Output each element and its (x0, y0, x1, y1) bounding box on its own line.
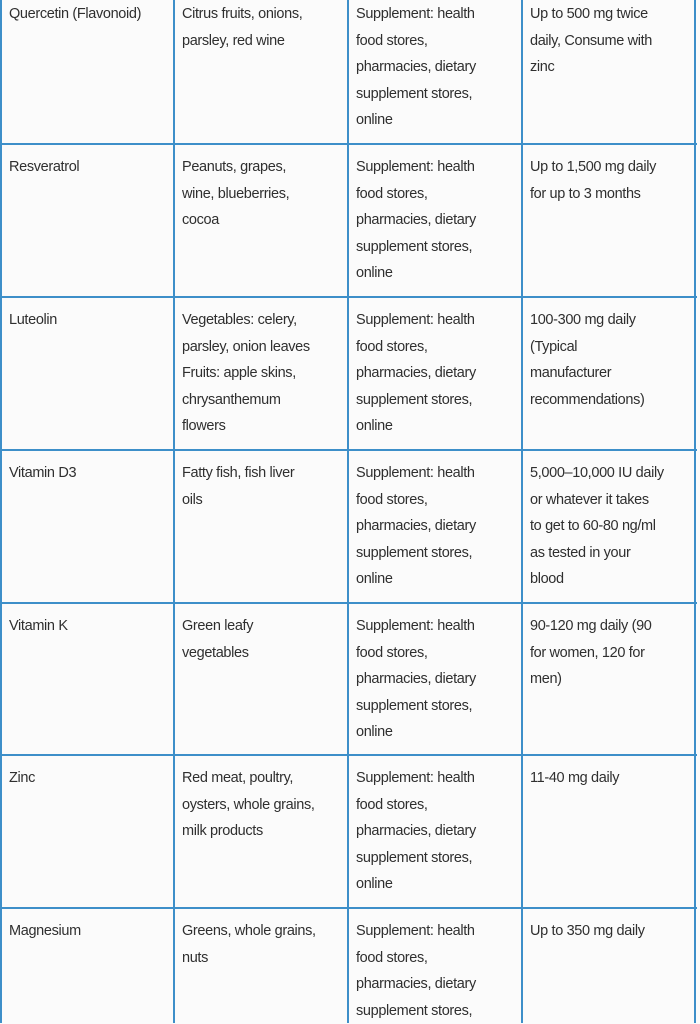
cell-text-line: recommendations) (530, 387, 644, 414)
cell-text-line: Up to 500 mg twice (530, 1, 652, 28)
row-divider (0, 754, 697, 756)
cell-text-line: online (356, 566, 476, 593)
cell-where-to-buy (356, 460, 476, 593)
cell-where-to-buy (356, 307, 476, 440)
cell-nutrient (9, 307, 57, 334)
cell-text-line: cocoa (182, 207, 289, 234)
cell-text-line: (Typical (530, 334, 644, 361)
cell-food-sources (182, 765, 315, 845)
cell-text-line: for up to 3 months (530, 181, 656, 208)
cell-text-line: manufacturer (530, 360, 644, 387)
row-divider (0, 449, 697, 451)
cell-where-to-buy (356, 154, 476, 287)
cell-dosage (530, 765, 619, 792)
cell-text-line: supplement stores, (356, 81, 476, 108)
cell-text-line: Supplement: health (356, 307, 476, 334)
cell-text-line: Supplement: health (356, 613, 476, 640)
cell-text-line: Luteolin (9, 307, 57, 334)
cell-text-line: to get to 60-80 ng/ml (530, 513, 664, 540)
cell-text-line: food stores, (356, 28, 476, 55)
cell-where-to-buy (356, 1, 476, 134)
cell-text-line: Supplement: health (356, 460, 476, 487)
cell-text-line: oysters, whole grains, (182, 792, 315, 819)
cell-text-line: Vitamin D3 (9, 460, 76, 487)
cell-text-line: pharmacies, dietary (356, 971, 476, 998)
cell-text-line: supplement stores, (356, 845, 476, 872)
cell-where-to-buy (356, 918, 476, 1024)
cell-text-line: Peanuts, grapes, (182, 154, 289, 181)
cell-nutrient (9, 154, 79, 181)
cell-text-line: food stores, (356, 792, 476, 819)
cell-nutrient (9, 918, 81, 945)
cell-text-line: Supplement: health (356, 154, 476, 181)
cell-text-line: Up to 1,500 mg daily (530, 154, 656, 181)
cell-text-line: zinc (530, 54, 652, 81)
column-divider (694, 0, 696, 1023)
cell-text-line: Resveratrol (9, 154, 79, 181)
cell-text-line: food stores, (356, 945, 476, 972)
cell-dosage (530, 918, 645, 945)
cell-text-line: Supplement: health (356, 765, 476, 792)
cell-text-line: Supplement: health (356, 918, 476, 945)
cell-text-line: food stores, (356, 181, 476, 208)
cell-text-line: Supplement: health (356, 1, 476, 28)
cell-text-line: food stores, (356, 487, 476, 514)
cell-text-line: parsley, red wine (182, 28, 302, 55)
cell-text-line: daily, Consume with (530, 28, 652, 55)
cell-text-line: online (356, 871, 476, 898)
column-divider (521, 0, 523, 1023)
column-divider (173, 0, 175, 1023)
column-divider (347, 0, 349, 1023)
cell-nutrient (9, 1, 141, 28)
cell-text-line: Quercetin (Flavonoid) (9, 1, 141, 28)
cell-text-line: online (356, 413, 476, 440)
cell-text-line: vegetables (182, 640, 253, 667)
cell-food-sources (182, 1, 302, 54)
cell-dosage (530, 460, 664, 593)
cell-food-sources (182, 154, 289, 234)
column-divider (0, 0, 2, 1023)
cell-food-sources (182, 307, 310, 440)
cell-text-line: Fatty fish, fish liver (182, 460, 294, 487)
cell-text-line: 100-300 mg daily (530, 307, 644, 334)
cell-dosage (530, 307, 644, 413)
cell-text-line: or whatever it takes (530, 487, 664, 514)
cell-text-line: Citrus fruits, onions, (182, 1, 302, 28)
cell-text-line: Zinc (9, 765, 35, 792)
cell-text-line: pharmacies, dietary (356, 666, 476, 693)
row-divider (0, 296, 697, 298)
cell-text-line: pharmacies, dietary (356, 513, 476, 540)
cell-text-line: supplement stores, (356, 998, 476, 1024)
cell-text-line: wine, blueberries, (182, 181, 289, 208)
cell-food-sources (182, 460, 294, 513)
cell-nutrient (9, 765, 35, 792)
cell-text-line: pharmacies, dietary (356, 818, 476, 845)
cell-text-line: pharmacies, dietary (356, 360, 476, 387)
row-divider (0, 907, 697, 909)
cell-text-line: oils (182, 487, 294, 514)
cell-text-line: Vegetables: celery, (182, 307, 310, 334)
cell-text-line: milk products (182, 818, 315, 845)
cell-dosage (530, 154, 656, 207)
cell-text-line: Fruits: apple skins, (182, 360, 310, 387)
cell-text-line: chrysanthemum (182, 387, 310, 414)
cell-text-line: pharmacies, dietary (356, 207, 476, 234)
cell-text-line: food stores, (356, 640, 476, 667)
cell-text-line: 11-40 mg daily (530, 765, 619, 792)
cell-text-line: supplement stores, (356, 540, 476, 567)
cell-text-line: 5,000–10,000 IU daily (530, 460, 664, 487)
cell-where-to-buy (356, 613, 476, 746)
cell-text-line: parsley, onion leaves (182, 334, 310, 361)
cell-text-line: nuts (182, 945, 316, 972)
cell-dosage (530, 1, 652, 81)
cell-text-line: online (356, 260, 476, 287)
cell-text-line: supplement stores, (356, 387, 476, 414)
cell-text-line: supplement stores, (356, 693, 476, 720)
cell-text-line: Vitamin K (9, 613, 68, 640)
cell-text-line: online (356, 107, 476, 134)
cell-nutrient (9, 613, 68, 640)
cell-text-line: 90-120 mg daily (90 (530, 613, 652, 640)
cell-text-line: food stores, (356, 334, 476, 361)
cell-text-line: supplement stores, (356, 234, 476, 261)
cell-text-line: men) (530, 666, 652, 693)
cell-where-to-buy (356, 765, 476, 898)
cell-text-line: blood (530, 566, 664, 593)
cell-text-line: Magnesium (9, 918, 81, 945)
cell-nutrient (9, 460, 76, 487)
cell-food-sources (182, 613, 253, 666)
row-divider (0, 143, 697, 145)
cell-text-line: Greens, whole grains, (182, 918, 316, 945)
cell-food-sources (182, 918, 316, 971)
cell-text-line: Red meat, poultry, (182, 765, 315, 792)
cell-text-line: for women, 120 for (530, 640, 652, 667)
cell-text-line: Up to 350 mg daily (530, 918, 645, 945)
cell-text-line: online (356, 719, 476, 746)
cell-text-line: flowers (182, 413, 310, 440)
cell-text-line: pharmacies, dietary (356, 54, 476, 81)
cell-text-line: as tested in your (530, 540, 664, 567)
cell-dosage (530, 613, 652, 693)
cell-text-line: Green leafy (182, 613, 253, 640)
row-divider (0, 602, 697, 604)
